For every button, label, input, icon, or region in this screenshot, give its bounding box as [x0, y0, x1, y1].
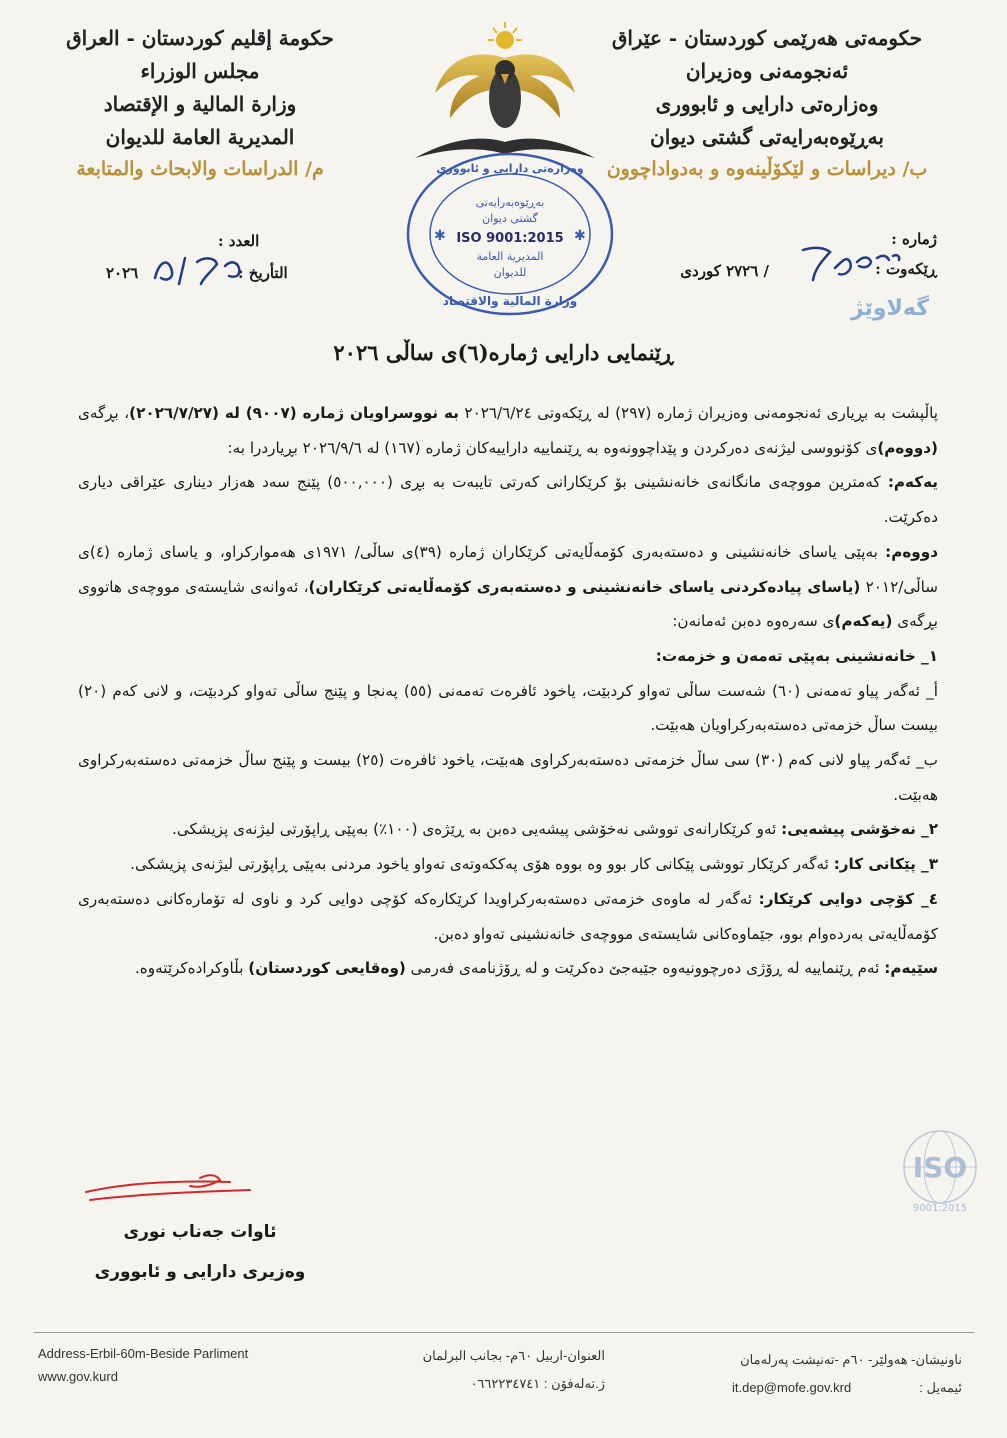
intro-paragraph: پاڵپشت بە بڕیاری ئەنجومەنی وەزیران ژمارە (٢٩٧) لە ڕێکەوتی ٢٠٢٦/٦/٢٤ بە نووسراویان ژمارە (٩٠٠٧) لە (٢٠٢٦/٧/٢٧)، بڕگەی (دووەم)ی کۆنووسی لیژنەی دەرکردن و پێداچوونەوە بە ڕێنماییە داراییەکان ژمارە (١٦٧) لە ٢٠٢٦/٩/٦ بڕیاردرا بە:	[78, 404, 938, 457]
svg-text:وزارة المالية والاقتصاد: وزارة المالية والاقتصاد	[442, 294, 578, 308]
header-ku-line2: ئەنجومەنی وەزیران	[685, 59, 849, 83]
year-ku: / ٢٧٢٦ کوردی	[680, 262, 769, 280]
section-1-a: أ_ ئەگەر پیاو تەمەنی (٦٠) شەست ساڵی تەواو کردبێت، یاخود ئافرەت تەمەنی (٥٥) پەنجا و پێنج ساڵی تەواو کردبێت، و لانی کەم (٢٠) بیست ساڵ خزمەتی دەستەبەرکراویان هەبێت.	[78, 681, 938, 735]
header-ku-line3: وەزارەتی دارایی و ئابووری	[655, 92, 879, 116]
second-clause: دووەم: بەپێی یاسای خانەنشینی و دەستەبەری کۆمەڵایەتی کرێکاران ژمارە (٣٩)ی ساڵی/ ١٩٧١ی هەموارکراو، و یاسای ژمارە (٤)ی ساڵی/٢٠١٢ (یاسای پیادەکردنی یاسای خانەنشینی و دەستەبەری کۆمەڵایەتی کرێکاران)، ئەوانەی شایستەی مووچەی هاتووی بڕگەی (یەکەم)ی سەرەوە دەبن ئەمانەن:	[78, 542, 938, 631]
kurdistan-eagle-emblem-icon	[395, 18, 615, 168]
handwritten-date	[145, 248, 255, 288]
footer-phone: ژ.تەلەفۆن : ٠٦٦٢٢٣٤٧٤١	[470, 1376, 605, 1391]
date-label-ku: ڕێکەوت :	[875, 260, 937, 278]
footer-email[interactable]: it.dep@mofe.gov.krd	[732, 1380, 852, 1395]
header-ar-department: م/ الدراسات والابحاث والمتابعة	[76, 158, 324, 180]
svg-text:ISO: ISO	[912, 1151, 968, 1184]
header-ar-line4: المديرية العامة للديوان	[105, 125, 295, 149]
footer-email-label: ئیمەیل :	[919, 1380, 962, 1395]
footer-address-en: Address-Erbil-60m-Beside Parliment	[38, 1346, 249, 1361]
svg-text:بەڕێوەبەرایەتی: بەڕێوەبەرایەتی	[475, 196, 545, 209]
document-body	[78, 396, 938, 986]
svg-text:المديرية العامة: المديرية العامة	[476, 250, 544, 263]
section-4: ٤_ کۆچی دوایی کرێکار: ئەگەر لە ماوەی خزمەتی دەستەبەرکراویدا کرێکارەکە کۆچی دوایی کرد و ناوی لە تۆمارەکانی دەستەبەری کۆمەڵایەتی بەردەوام بوو، جێماوەکانی شایستەی مووچەی خانەنشینی تەواو دەبن.	[78, 889, 938, 943]
kurdish-header	[597, 22, 937, 180]
footer-address-ar: العنوان-اربيل ٦٠م- بجانب البرلمان	[422, 1348, 605, 1363]
arabic-header	[50, 22, 350, 180]
month-stamp: گەلاوێژ	[850, 296, 929, 321]
svg-text:9001:2015: 9001:2015	[912, 1203, 968, 1214]
handwritten-number	[795, 238, 905, 288]
footer-divider	[34, 1332, 974, 1333]
document-title: ڕێنمایی دارایی ژمارە(٦)ی ساڵی ٢٠٢٦	[333, 340, 674, 365]
section-2: ٢_ نەخۆشی پیشەیی: ئەو کرێکارانەی تووشی نەخۆشی پیشەیی دەبن بە ڕێژەی (١٠٠٪) بەپێی ڕاپۆرتی لیژنەی پزیشکی.	[172, 820, 938, 839]
number-label-ku: ژمارە :	[891, 230, 937, 248]
svg-text:ISO 9001:2015: ISO 9001:2015	[456, 231, 564, 246]
section-1-b: ب_ ئەگەر پیاو لانی کەم (٣٠) سی ساڵ خزمەتی دەستەبەرکراوی هەبێت، یاخود ئافرەت (٢٥) بیست و پێنج ساڵ خزمەتی دەستەبەرکراوی هەبێت.	[78, 751, 938, 804]
official-stamp	[404, 150, 616, 318]
section-3: ٣_ پێکانی کار: ئەگەر کرێکار تووشی پێکانی کار بوو وە بووە هۆی پەککەوتەی تەواو یاخود مردنی بەپێی ڕاپۆرتی لیژنەی پزیشکی.	[130, 855, 938, 874]
iso-certification-icon	[895, 1125, 985, 1215]
header-ku-line1: حکومەتی هەرێمی کوردستان - عێراق	[611, 26, 923, 50]
header-ar-line1: حكومة إقليم كوردستان - العراق	[66, 26, 334, 50]
signer-block	[70, 1212, 330, 1292]
svg-text:گشتی دیوان: گشتی دیوان	[482, 212, 538, 225]
footer-website: www.gov.kurd	[38, 1369, 118, 1384]
svg-text:✱: ✱	[574, 228, 586, 244]
svg-text:✱: ✱	[434, 228, 446, 244]
svg-text:وەزارەتی دارایی و ئابووری: وەزارەتی دارایی و ئابووری	[436, 162, 584, 175]
year-ar: ٢٠٢٦	[106, 264, 139, 282]
third-clause: سێیەم: ئەم ڕێنماییە لە ڕۆژی دەرچوونیەوە جێبەجێ دەکرێت و لە ڕۆژنامەی فەرمی (وەقایعی کوردستان) بڵاوکرادەکرێتەوە.	[134, 959, 938, 978]
number-label-ar: العدد :	[218, 232, 260, 250]
signer-position: وەزیری دارایی و ئابووری	[94, 1262, 306, 1282]
first-clause: یەکەم: کەمترین مووچەی مانگانەی خانەنشینی بۆ کرێکارانی کەرتی تایبەت بە بڕی (٥٠٠,٠٠٠) پێنج سەد هەزار دیناری عێراقی دیاری دەکرێت.	[78, 473, 938, 527]
date-label-ar: التأريخ :	[238, 264, 288, 282]
section-1-heading: ١_ خانەنشینی بەپێی تەمەن و خزمەت:	[655, 646, 938, 665]
header-ar-line2: مجلس الوزراء	[140, 59, 260, 83]
signer-name: ئاوات جەناب نوری	[123, 1222, 277, 1242]
footer-address-ku: ناونیشان- هەولێر- ٦٠م -تەنیشت پەرلەمان	[740, 1352, 962, 1367]
header-ar-line3: وزارة المالية و الإقتصاد	[103, 92, 297, 116]
header-ku-department: ب/ دیراسات و لێکۆڵینەوە و بەدواداچوون	[606, 158, 928, 180]
header-ku-line4: بەڕێوەبەرایەتی گشتی دیوان	[650, 125, 884, 149]
svg-text:للديوان: للديوان	[493, 266, 527, 279]
